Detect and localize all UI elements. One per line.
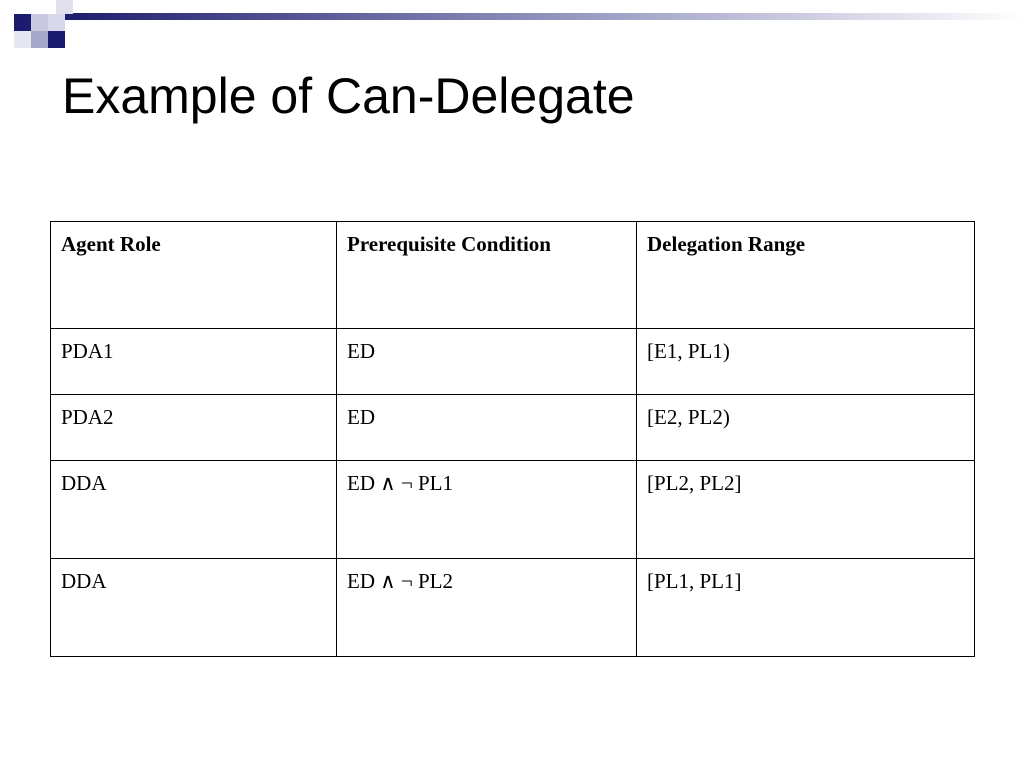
header-decoration	[0, 0, 1024, 64]
cell-agent-role: DDA	[51, 461, 337, 559]
table-row	[51, 559, 975, 657]
cell-agent-role: PDA2	[51, 395, 337, 461]
cell-delegation-range: [E2, PL2)	[637, 395, 975, 461]
header-gradient-bar	[0, 0, 1024, 64]
cell-delegation-range: [PL2, PL2]	[637, 461, 975, 559]
header-gradient-line	[62, 13, 1024, 20]
can-delegate-table	[50, 221, 975, 657]
cell-agent-role: PDA1	[51, 329, 337, 395]
decor-square-dark	[14, 14, 31, 31]
cell-delegation-range: [E1, PL1)	[637, 329, 975, 395]
decor-square-dark	[48, 31, 65, 48]
decor-square-light	[31, 31, 48, 48]
decor-square-light	[31, 14, 48, 31]
table-row	[51, 329, 975, 395]
header-delegation-range: Delegation Range	[637, 222, 975, 329]
cell-prerequisite-condition: ED	[337, 395, 637, 461]
header-agent-role: Agent Role	[51, 222, 337, 329]
decor-square-light	[56, 0, 73, 14]
cell-prerequisite-condition: ED	[337, 329, 637, 395]
decor-square-light	[48, 14, 65, 31]
table-row	[51, 395, 975, 461]
table-header-row	[51, 222, 975, 329]
cell-agent-role: DDA	[51, 559, 337, 657]
slide-title: Example of Can-Delegate	[62, 68, 635, 124]
cell-prerequisite-condition: ED ∧ ¬ PL1	[337, 461, 637, 559]
header-prerequisite-condition: Prerequisite Condition	[337, 222, 637, 329]
cell-prerequisite-condition: ED ∧ ¬ PL2	[337, 559, 637, 657]
table-row	[51, 461, 975, 559]
cell-delegation-range: [PL1, PL1]	[637, 559, 975, 657]
decor-square-light	[14, 31, 31, 48]
